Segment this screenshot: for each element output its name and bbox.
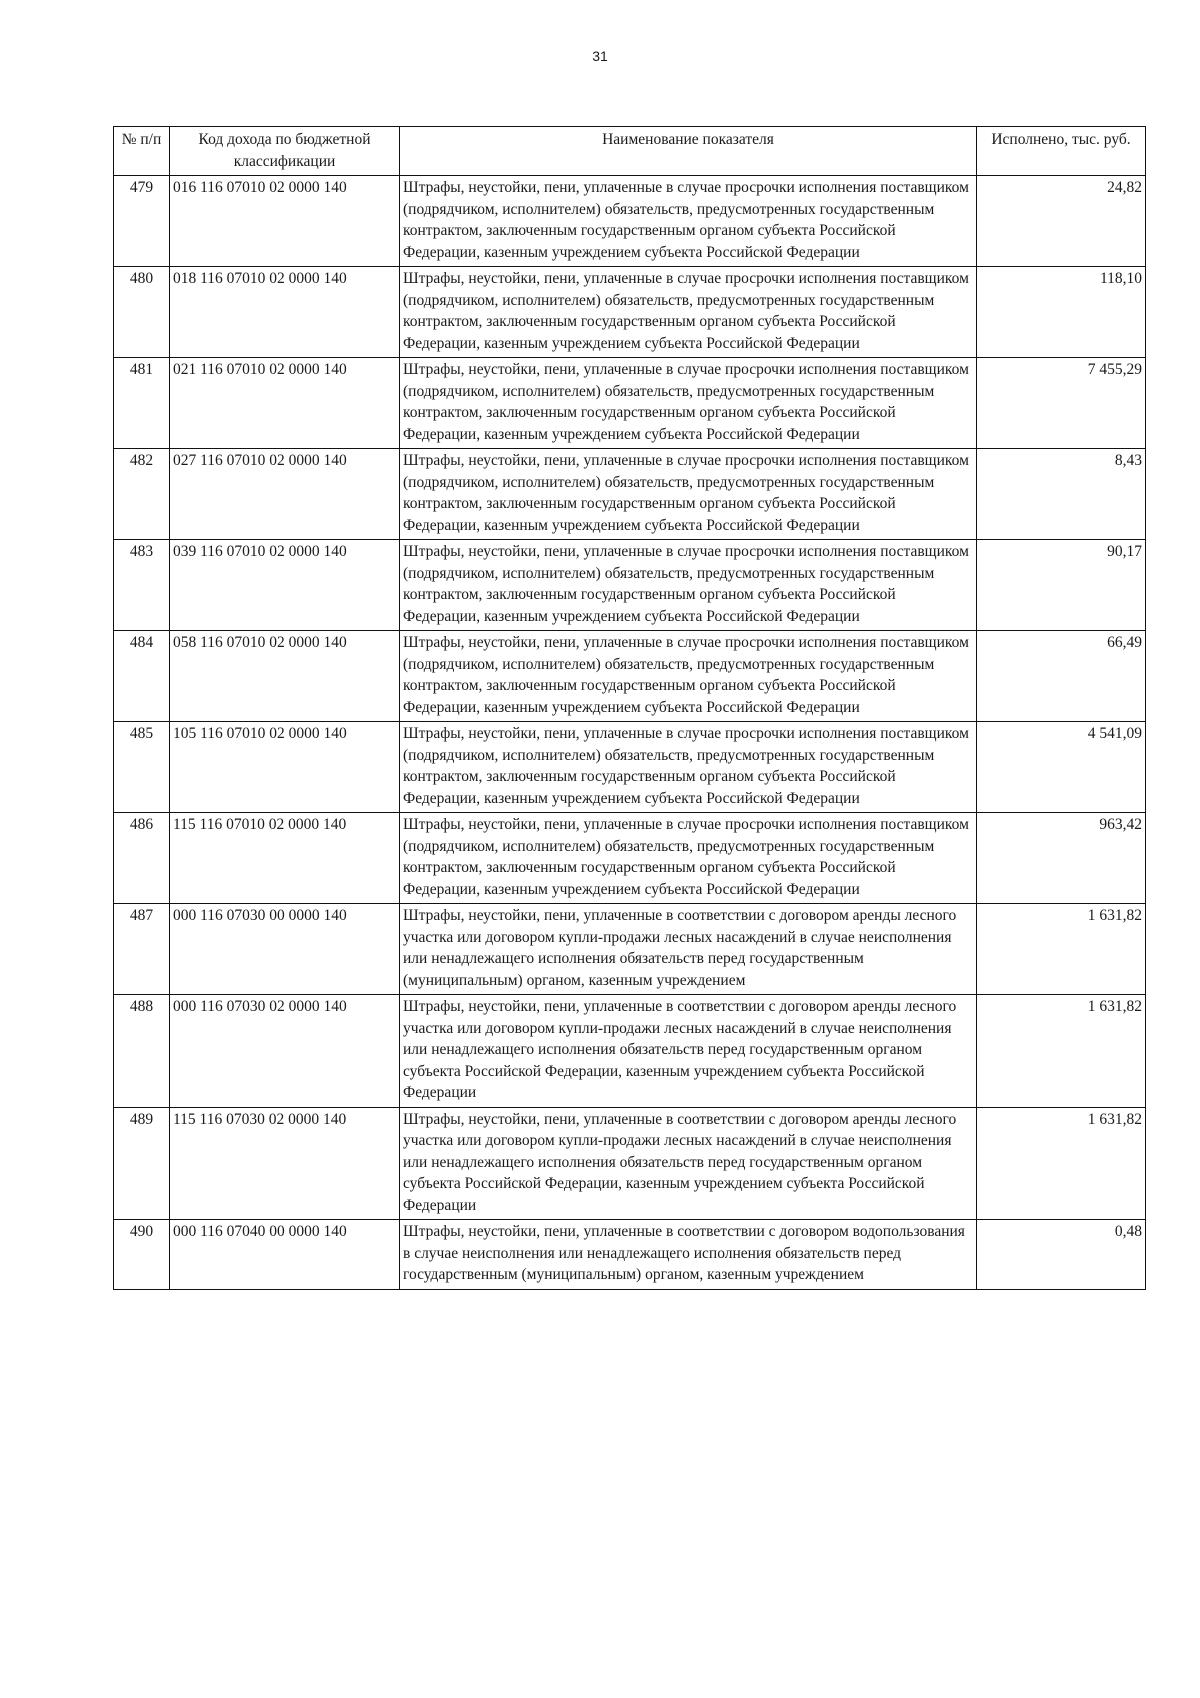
indicator-name: Штрафы, неустойки, пени, уплаченные в случае просрочки исполнения поставщиком (подрядчиком, исполнителем) обязательств, предусмотренных государственным контрактом, заключенным государственным органом субъекта Российской Федерации, казенным учреждением субъекта Российской Федерации [400,267,977,358]
executed-amount: 8,43 [977,449,1146,540]
header-num: № п/п [114,127,170,176]
row-number: 482 [114,449,170,540]
executed-amount: 90,17 [977,540,1146,631]
table-row [114,176,1146,267]
income-code: 115 116 07030 02 0000 140 [170,1107,400,1220]
row-number: 484 [114,631,170,722]
income-code: 021 116 07010 02 0000 140 [170,358,400,449]
income-code: 115 116 07010 02 0000 140 [170,813,400,904]
header-code: Код дохода по бюджетной классификации [170,127,400,176]
executed-amount: 4 541,09 [977,722,1146,813]
header-value: Исполнено, тыс. руб. [977,127,1146,176]
income-code: 016 116 07010 02 0000 140 [170,176,400,267]
executed-amount: 1 631,82 [977,1107,1146,1220]
table-row [114,1220,1146,1290]
income-code: 105 116 07010 02 0000 140 [170,722,400,813]
indicator-name: Штрафы, неустойки, пени, уплаченные в случае просрочки исполнения поставщиком (подрядчиком, исполнителем) обязательств, предусмотренных государственным контрактом, заключенным государственным органом субъекта Российской Федерации, казенным учреждением субъекта Российской Федерации [400,540,977,631]
executed-amount: 1 631,82 [977,995,1146,1108]
indicator-name: Штрафы, неустойки, пени, уплаченные в случае просрочки исполнения поставщиком (подрядчиком, исполнителем) обязательств, предусмотренных государственным контрактом, заключенным государственным органом субъекта Российской Федерации, казенным учреждением субъекта Российской Федерации [400,358,977,449]
executed-amount: 1 631,82 [977,904,1146,995]
indicator-name: Штрафы, неустойки, пени, уплаченные в случае просрочки исполнения поставщиком (подрядчиком, исполнителем) обязательств, предусмотренных государственным контрактом, заключенным государственным органом субъекта Российской Федерации, казенным учреждением субъекта Российской Федерации [400,813,977,904]
executed-amount: 0,48 [977,1220,1146,1290]
income-code: 000 116 07030 00 0000 140 [170,904,400,995]
revenue-table [113,126,1146,1290]
executed-amount: 24,82 [977,176,1146,267]
table-row [114,540,1146,631]
indicator-name: Штрафы, неустойки, пени, уплаченные в случае просрочки исполнения поставщиком (подрядчиком, исполнителем) обязательств, предусмотренных государственным контрактом, заключенным государственным органом субъекта Российской Федерации, казенным учреждением субъекта Российской Федерации [400,631,977,722]
executed-amount: 7 455,29 [977,358,1146,449]
income-code: 018 116 07010 02 0000 140 [170,267,400,358]
indicator-name: Штрафы, неустойки, пени, уплаченные в случае просрочки исполнения поставщиком (подрядчиком, исполнителем) обязательств, предусмотренных государственным контрактом, заключенным государственным органом субъекта Российской Федерации, казенным учреждением субъекта Российской Федерации [400,176,977,267]
income-code: 058 116 07010 02 0000 140 [170,631,400,722]
executed-amount: 66,49 [977,631,1146,722]
table-row [114,358,1146,449]
income-code: 039 116 07010 02 0000 140 [170,540,400,631]
indicator-name: Штрафы, неустойки, пени, уплаченные в соответствии с договором водопользования в случае неисполнения или ненадлежащего исполнения обязательств перед государственным (муниципальным) органом, казенным учреждением [400,1220,977,1290]
row-number: 489 [114,1107,170,1220]
indicator-name: Штрафы, неустойки, пени, уплаченные в соответствии с договором аренды лесного участка или договором купли-продажи лесных насаждений в случае неисполнения или ненадлежащего исполнения обязательств перед государственным (муниципальным) органом, казенным учреждением [400,904,977,995]
row-number: 490 [114,1220,170,1290]
table-row [114,267,1146,358]
table-row [114,631,1146,722]
table-row [114,449,1146,540]
table-row [114,722,1146,813]
table-row [114,813,1146,904]
income-code: 000 116 07030 02 0000 140 [170,995,400,1108]
header-name: Наименование показателя [400,127,977,176]
table-row [114,995,1146,1108]
row-number: 487 [114,904,170,995]
row-number: 483 [114,540,170,631]
row-number: 486 [114,813,170,904]
row-number: 488 [114,995,170,1108]
table-row [114,904,1146,995]
row-number: 479 [114,176,170,267]
row-number: 480 [114,267,170,358]
indicator-name: Штрафы, неустойки, пени, уплаченные в соответствии с договором аренды лесного участка или договором купли-продажи лесных насаждений в случае неисполнения или ненадлежащего исполнения обязательств перед государственным органом субъекта Российской Федерации, казенным учреждением субъекта Российской Федерации [400,1107,977,1220]
income-code: 000 116 07040 00 0000 140 [170,1220,400,1290]
income-code: 027 116 07010 02 0000 140 [170,449,400,540]
row-number: 485 [114,722,170,813]
executed-amount: 963,42 [977,813,1146,904]
indicator-name: Штрафы, неустойки, пени, уплаченные в случае просрочки исполнения поставщиком (подрядчиком, исполнителем) обязательств, предусмотренных государственным контрактом, заключенным государственным органом субъекта Российской Федерации, казенным учреждением субъекта Российской Федерации [400,449,977,540]
table-body [114,176,1146,1290]
indicator-name: Штрафы, неустойки, пени, уплаченные в случае просрочки исполнения поставщиком (подрядчиком, исполнителем) обязательств, предусмотренных государственным контрактом, заключенным государственным органом субъекта Российской Федерации, казенным учреждением субъекта Российской Федерации [400,722,977,813]
executed-amount: 118,10 [977,267,1146,358]
table-row [114,1107,1146,1220]
indicator-name: Штрафы, неустойки, пени, уплаченные в соответствии с договором аренды лесного участка или договором купли-продажи лесных насаждений в случае неисполнения или ненадлежащего исполнения обязательств перед государственным органом субъекта Российской Федерации, казенным учреждением субъекта Российской Федерации [400,995,977,1108]
table-header-row [114,127,1146,176]
page-number: 31 [592,48,608,64]
row-number: 481 [114,358,170,449]
